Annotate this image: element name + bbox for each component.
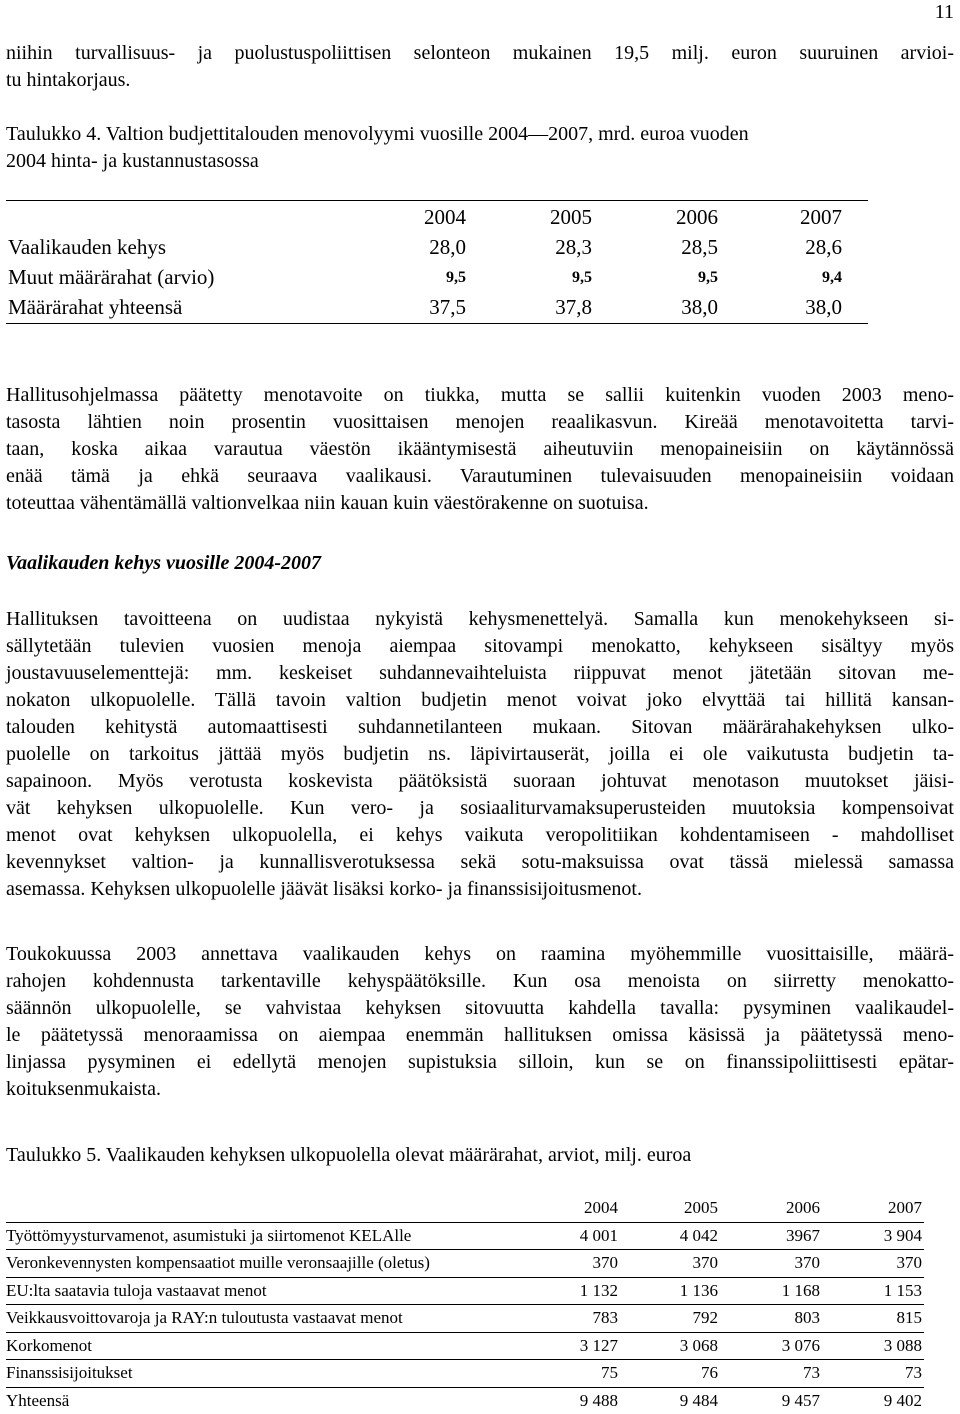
table-row bbox=[6, 261, 868, 291]
text-line: Toukokuussa 2003 annettava vaalikauden kehys on raamina myöhemmille vuosittaisille, määrä- bbox=[6, 941, 954, 968]
cell: 370 bbox=[618, 1253, 718, 1273]
text-line: le päätetyssä menoraamissa on aiempaa enemmän hallituksen omissa käsissä ja päätetyssä meno- bbox=[6, 1022, 954, 1049]
text-line: rahojen kohdennusta tarkentaville kehyspäätöksille. Kun osa menoista on siirretty menokatto- bbox=[6, 968, 954, 995]
page-number: 11 bbox=[935, 2, 954, 22]
table5 bbox=[6, 1195, 924, 1414]
cell: 73 bbox=[720, 1363, 820, 1383]
text-line: joustavuuselementtejä: mm. keskeiset suhdannevaihteluista riippuvat menot jätetään sitovan me- bbox=[6, 660, 954, 687]
text-line: enää tämä ja ehkä seuraava vaalikausi. Varautuminen tulevaisuuden menopaineisiin voidaan bbox=[6, 463, 954, 490]
cell: 37,8 bbox=[492, 295, 592, 320]
cell: 38,0 bbox=[618, 295, 718, 320]
cell: 9 457 bbox=[720, 1391, 820, 1411]
text-line: menot ovat kehyksen ulkopuolella, ei kehys vaikuta veropolitiikan kohdentamiseen - mahdolliset bbox=[6, 822, 954, 849]
cell: 28,5 bbox=[618, 235, 718, 260]
row-label: Veikkausvoittovaroja ja RAY:n tuloutusta vastaavat menot bbox=[6, 1308, 403, 1328]
table-row bbox=[6, 1278, 924, 1306]
text-line: talouden kehitystä automaattisesti suhdannetilanteen mukaan. Sitovan määrärahakehyksen ulko- bbox=[6, 714, 954, 741]
text-line: niihin turvallisuus- ja puolustuspoliittisen selonteon mukainen 19,5 milj. euron suuruinen arvioi- bbox=[6, 40, 954, 67]
cell: 4 042 bbox=[618, 1226, 718, 1246]
year-header: 2007 bbox=[742, 205, 842, 230]
year-header: 2005 bbox=[492, 205, 592, 230]
cell: 38,0 bbox=[742, 295, 842, 320]
cell: 3 904 bbox=[822, 1226, 922, 1246]
text-line: kevennykset valtion- ja kunnallisverotuksessa sekä sotu-maksuissa ovat tässä mielessä samassa bbox=[6, 849, 954, 876]
row-label: Yhteensä bbox=[6, 1391, 69, 1411]
table-row bbox=[6, 1305, 924, 1333]
text-line: tu hintakorjaus. bbox=[6, 67, 954, 94]
table4 bbox=[6, 200, 868, 324]
intro-paragraph bbox=[6, 40, 954, 94]
cell: 370 bbox=[518, 1253, 618, 1273]
text-line: Hallitusohjelmassa päätetty menotavoite on tiukka, mutta se sallii kuitenkin vuoden 2003 meno- bbox=[6, 382, 954, 409]
text-line: säännön ulkopuolelle, se vahvistaa kehyksen sitovuutta kahdella tavalla: pysyminen vaalikaudel- bbox=[6, 995, 954, 1022]
text-line: toteuttaa vähentämällä valtionvelkaa niin kauan kuin väestörakenne on suotuisa. bbox=[6, 490, 954, 517]
text-line: nokaton ulkopuolelle. Tällä tavoin valtion budjetin menot voivat joko elvyttää tai hillitä kansan- bbox=[6, 687, 954, 714]
cell: 803 bbox=[720, 1308, 820, 1328]
cell: 75 bbox=[518, 1363, 618, 1383]
cell: 73 bbox=[822, 1363, 922, 1383]
row-label: Työttömyysturvamenot, asumistuki ja siirtomenot KELAlle bbox=[6, 1226, 411, 1246]
cell: 9 484 bbox=[618, 1391, 718, 1411]
cell: 9 402 bbox=[822, 1391, 922, 1411]
table-row bbox=[6, 1250, 924, 1278]
year-header: 2007 bbox=[822, 1198, 922, 1218]
cell: 792 bbox=[618, 1308, 718, 1328]
cell: 1 153 bbox=[822, 1281, 922, 1301]
text-line: taan, koska aikaa varautua väestön ikääntymisestä aiheutuviin menopaineisiin on käytännössä bbox=[6, 436, 954, 463]
cell: 28,3 bbox=[492, 235, 592, 260]
cell: 3967 bbox=[720, 1226, 820, 1246]
text-line: Hallituksen tavoitteena on uudistaa nykyistä kehysmenettelyä. Samalla kun menokehykseen si- bbox=[6, 606, 954, 633]
cell: 37,5 bbox=[366, 295, 466, 320]
cell: 9,5 bbox=[366, 269, 466, 287]
table5-header-row bbox=[6, 1195, 924, 1223]
table-total-row bbox=[6, 1388, 924, 1414]
cell: 3 088 bbox=[822, 1336, 922, 1356]
cell: 1 168 bbox=[720, 1281, 820, 1301]
table-row bbox=[6, 231, 868, 261]
paragraph-1 bbox=[6, 382, 954, 517]
section-heading: Vaalikauden kehys vuosille 2004-2007 bbox=[6, 550, 954, 577]
text-line: tasosta lähtien noin prosentin vuosittaisen menojen reaalikasvun. Kireää menotavoitetta tarvi- bbox=[6, 409, 954, 436]
cell: 3 076 bbox=[720, 1336, 820, 1356]
text-line: puolelle on tarkoitus jättää myös budjetin ns. läpivirtauserät, joilla ei ole vaikutusta budjetin ta- bbox=[6, 741, 954, 768]
year-header: 2005 bbox=[618, 1198, 718, 1218]
table5-caption: Taulukko 5. Vaalikauden kehyksen ulkopuolella olevat määrärahat, arviot, milj. euroa bbox=[6, 1142, 954, 1169]
year-header: 2006 bbox=[618, 205, 718, 230]
cell: 4 001 bbox=[518, 1226, 618, 1246]
cell: 9 488 bbox=[518, 1391, 618, 1411]
cell: 28,0 bbox=[366, 235, 466, 260]
cell: 3 068 bbox=[618, 1336, 718, 1356]
caption-line: 2004 hinta- ja kustannustasossa bbox=[6, 148, 954, 175]
cell: 1 132 bbox=[518, 1281, 618, 1301]
text-line: sällytetään tulevien vuosien menoja aiempaa sitovampi menokatto, kehykseen sisältyy myös bbox=[6, 633, 954, 660]
text-line: koituksenmukaista. bbox=[6, 1076, 954, 1103]
table4-header-row bbox=[6, 200, 868, 231]
row-label: Finanssisijoitukset bbox=[6, 1363, 133, 1383]
cell: 1 136 bbox=[618, 1281, 718, 1301]
table-row bbox=[6, 1360, 924, 1388]
text-line: linjassa pysyminen ei edellytä menojen supistuksia silloin, kun se on finanssipoliittisesti epätar- bbox=[6, 1049, 954, 1076]
cell: 9,5 bbox=[618, 269, 718, 287]
year-header: 2004 bbox=[518, 1198, 618, 1218]
table4-caption bbox=[6, 121, 954, 175]
paragraph-3 bbox=[6, 941, 954, 1103]
row-label: Muut määrärahat (arvio) bbox=[8, 265, 214, 290]
text-line: sapainoon. Myös verotusta koskevista päätöksistä suoraan johtuvat menotason muutokset jäisi- bbox=[6, 768, 954, 795]
cell: 3 127 bbox=[518, 1336, 618, 1356]
paragraph-2 bbox=[6, 606, 954, 903]
year-header: 2004 bbox=[366, 205, 466, 230]
text-line: asemassa. Kehyksen ulkopuolelle jäävät lisäksi korko- ja finanssisijoitusmenot. bbox=[6, 876, 954, 903]
year-header: 2006 bbox=[720, 1198, 820, 1218]
row-label: Korkomenot bbox=[6, 1336, 92, 1356]
cell: 370 bbox=[720, 1253, 820, 1273]
row-label: Veronkevennysten kompensaatiot muille veronsaajille (oletus) bbox=[6, 1253, 430, 1273]
cell: 815 bbox=[822, 1308, 922, 1328]
cell: 28,6 bbox=[742, 235, 842, 260]
cell: 783 bbox=[518, 1308, 618, 1328]
table-row bbox=[6, 1223, 924, 1251]
row-label: EU:lta saatavia tuloja vastaavat menot bbox=[6, 1281, 267, 1301]
cell: 9,5 bbox=[492, 269, 592, 287]
cell: 370 bbox=[822, 1253, 922, 1273]
table-row bbox=[6, 1333, 924, 1361]
caption-line: Taulukko 4. Valtion budjettitalouden menovolyymi vuosille 2004—2007, mrd. euroa vuoden bbox=[6, 121, 954, 148]
row-label: Vaalikauden kehys bbox=[8, 235, 166, 260]
text-line: vät kehyksen ulkopuolelle. Kun vero- ja sosiaaliturvamaksuperusteiden muutoksia kompensoivat bbox=[6, 795, 954, 822]
table-row bbox=[6, 291, 868, 324]
cell: 76 bbox=[618, 1363, 718, 1383]
row-label: Määrärahat yhteensä bbox=[8, 295, 182, 320]
cell: 9,4 bbox=[742, 269, 842, 287]
